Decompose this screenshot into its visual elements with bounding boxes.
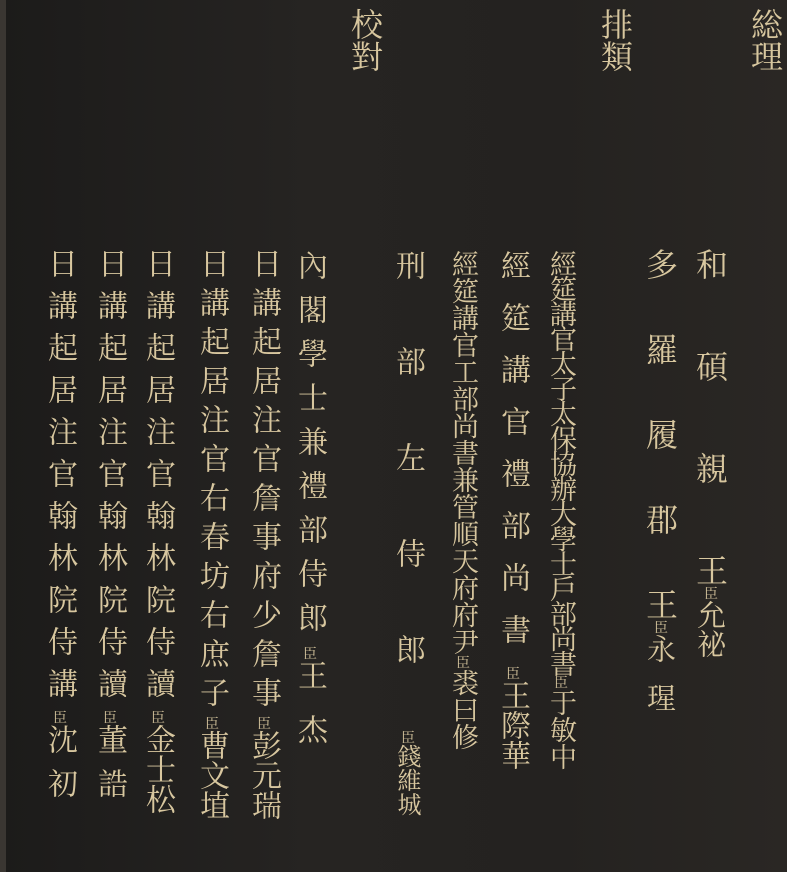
- column-5: [447, 250, 477, 870]
- column-1: [690, 248, 731, 868]
- column-4: [495, 250, 529, 870]
- col4-name: 王際華: [495, 680, 530, 770]
- role-paipai: 排類: [596, 8, 634, 72]
- column-8: [246, 248, 280, 868]
- col1-chen: 臣: [702, 586, 718, 600]
- col10-title: 日講起居注官翰林院侍讀: [140, 248, 175, 710]
- col5-name: 裘曰修: [447, 669, 478, 750]
- col7-name: 王杰: [292, 660, 327, 768]
- col12-chen: 臣: [51, 710, 67, 724]
- col9-name: 曹文埴: [194, 730, 229, 820]
- col11-name: 董誥: [92, 724, 127, 812]
- col3-title: 經筵講官太子太保協辦大學士戶部尚書: [545, 250, 576, 675]
- col11-title: 日講起居注官翰林院侍讀: [92, 248, 127, 710]
- col2-name: 永瑆: [643, 634, 677, 732]
- col11-chen: 臣: [101, 710, 117, 724]
- column-6: [390, 250, 424, 870]
- page-edge: [0, 0, 6, 872]
- col1-name: 允祕: [693, 600, 727, 658]
- role-jiaodui: 校對: [346, 8, 384, 72]
- col2-title: 多羅履郡: [641, 248, 679, 588]
- column-9: [194, 248, 228, 868]
- col8-name: 彭元瑞: [246, 730, 281, 820]
- col8-chen: 臣: [255, 716, 271, 730]
- col3-chen: 臣: [552, 675, 568, 689]
- col3-name: 于敏中: [545, 689, 576, 770]
- col6-name: 錢維城: [393, 744, 421, 816]
- column-2: [640, 248, 681, 868]
- column-7: [292, 250, 326, 870]
- col9-title: 日講起居注官右春坊右庶子: [194, 248, 229, 716]
- col6-title: 刑部左侍郎: [390, 250, 425, 730]
- col9-chen: 臣: [203, 716, 219, 730]
- col4-title: 經筵講官禮部尚書: [495, 250, 530, 666]
- col12-name: 沈初: [42, 724, 77, 812]
- col1-mark: 王: [691, 554, 729, 586]
- col2-chen: 臣: [652, 620, 668, 634]
- column-3: [545, 250, 575, 870]
- col7-title: 內閣學士兼禮部侍郎: [292, 250, 327, 646]
- col8-title: 日講起居注官詹事府少詹事: [246, 248, 281, 716]
- col7-chen: 臣: [301, 646, 317, 660]
- column-11: [92, 248, 126, 868]
- col5-chen: 臣: [454, 655, 470, 669]
- col5-title: 經筵講官工部尚書兼管順天府府尹: [447, 250, 478, 655]
- col12-title: 日講起居注官翰林院侍講: [42, 248, 77, 710]
- column-10: [140, 248, 174, 868]
- column-12: [42, 248, 76, 868]
- col4-chen: 臣: [504, 666, 520, 680]
- col6-chen: 臣: [399, 730, 415, 744]
- col2-mark: 王: [641, 588, 679, 620]
- col1-title: 和碩親: [691, 248, 729, 554]
- role-zongli: 総理: [746, 8, 784, 72]
- col10-chen: 臣: [149, 710, 165, 724]
- col10-name: 金士松: [140, 724, 175, 814]
